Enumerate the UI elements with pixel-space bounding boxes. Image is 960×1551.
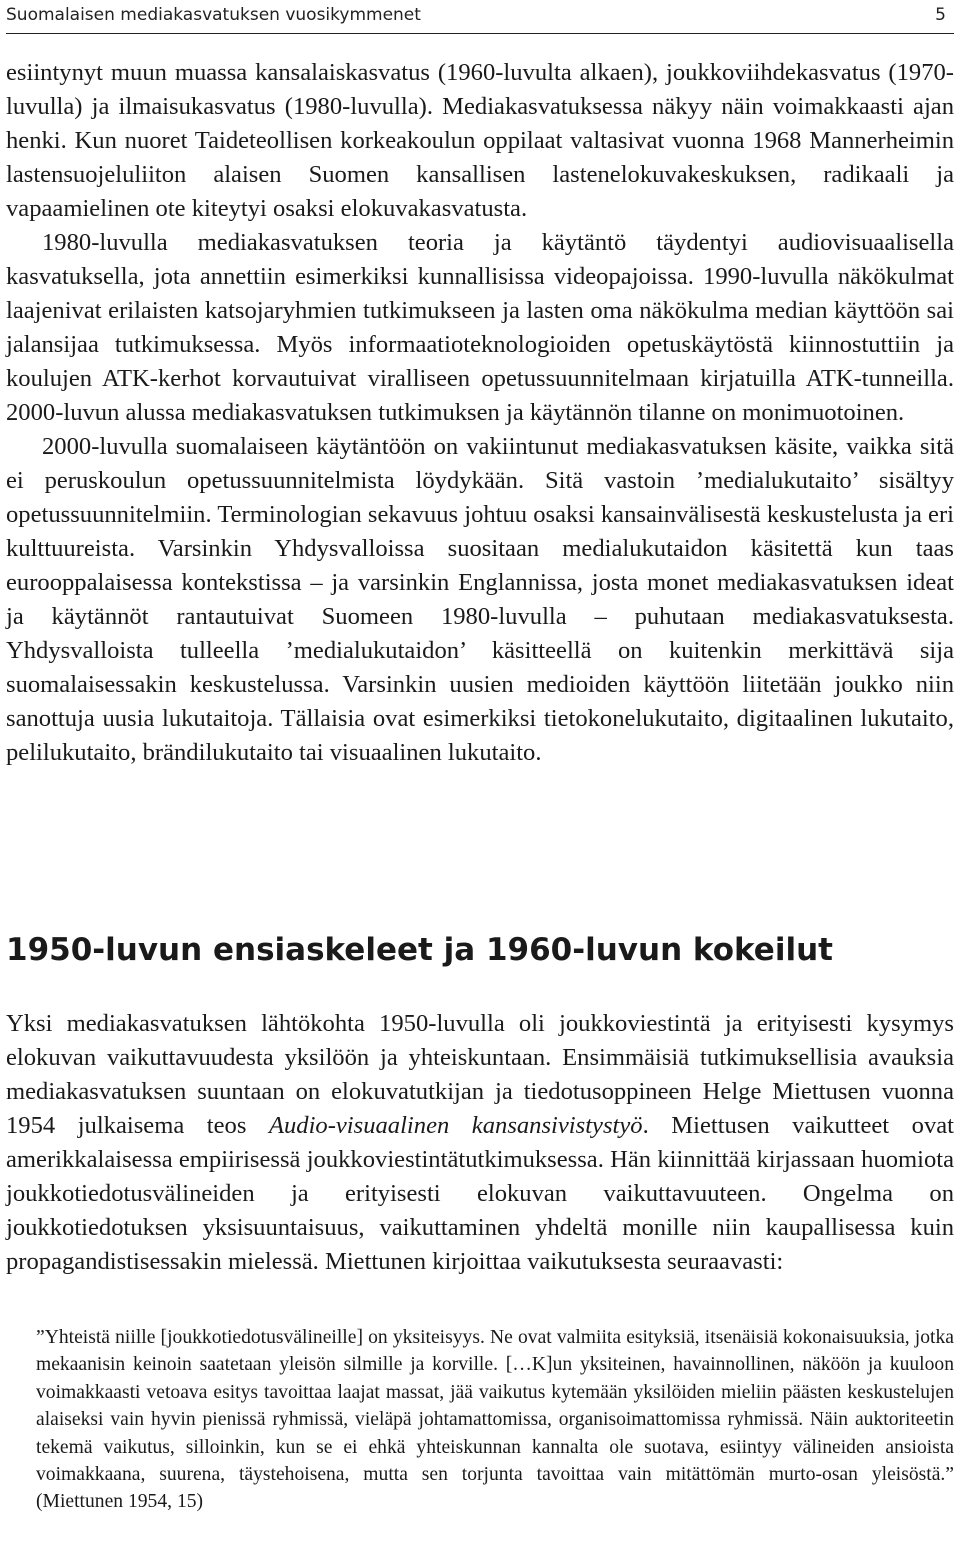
header-rule bbox=[6, 33, 954, 34]
section-2-body bbox=[6, 1007, 954, 1279]
paragraph-4 bbox=[6, 1007, 954, 1279]
block-quote: ”Yhteistä niille [joukkotiedotusvälineille] on yksiteisyys. Ne ovat valmiita esityksiä, itsenäisiä kokonaisuuksia, jotka mekaanisin keinoin saatetaan yleisön silmille ja korville. […K]un yksiteinen, havainnollinen, näköön ja kuuloon voimakkaasti vetoava esitys tavoittaa laajat massat, jää vaikutus kytemään yksilöiden mieliin päästen keskustelujen alaiseksi vain hyvin pienissä ryhmissä, vieläpä johtamattomissa, organisoimattomissa ryhmissä. Näin auktoriteetin tekemä vaikutus, silloinkin, kun se ei ehkä yhteiskunnan kannalta ole suotava, esiintyy välineiden ansioista voimakkaana, suurena, täystehoisena, mutta sen torjunta tavoittaa vain mitättömän murto-osan yleisöstä.” (Miettunen 1954, 15) bbox=[36, 1327, 954, 1513]
section-1-body bbox=[6, 56, 954, 770]
book-title: Audio-visuaalinen kansansivistystyö bbox=[268, 1112, 643, 1139]
paragraph-2: 1980-luvulla mediakasvatuksen teoria ja käytäntö täydentyi audiovisuaalisella kasvatuksella, jota annettiin esimerkiksi kunnallisissa videopajoissa. 1990-luvulla näkökulmat laajenivat erilaisten katsojaryhmien tutkimukseen ja lasten oma näkökulma median käyttöön sai jalansijaa tutkimuksessa. Myös informaatioteknologioiden opetuskäytöstä kiinnostuttiin ja koulujen ATK-kerhot korvautuivat viralliseen opetussuunnitelmaan kirjatuilla ATK-tunneilla. 2000-luvun alussa mediakasvatuksen tutkimuksen ja käytännön tilanne on monimuotoinen. bbox=[6, 229, 954, 426]
running-header bbox=[6, 0, 946, 30]
paragraph-1: esiintynyt muun muassa kansalaiskasvatus (1960-luvulta alkaen), joukkoviihdekasvatus (1970-luvulla) ja ilmaisukasvatus (1980-luvulla). Mediakasvatuksessa näkyy näin voimakkaasti ajan henki. Kun nuoret Taideteollisen korkeakoulun oppilaat valtasivat vuonna 1968 Mannerheimin lastensuojeluliiton alaisen Suomen kansallisen lastenelokuvakeskuksen, radikaali ja vapaamielinen ote kiteytyi osaksi elokuvakasvatusta. bbox=[6, 59, 954, 222]
paragraph-4-text-before: Yksi mediakasvatuksen lähtökohta 1950-luvulla oli joukkoviestintä ja erityisesti kysymys elokuvan vaikuttavuudesta yksilöön ja yhteiskuntaan. Ensimmäisiä tutkimuksellisia avauksia mediakasvatuksen suuntaan on elokuvatutkijan ja tiedotusoppineen Helge Miettusen vuonna 1954 julkaisema teos bbox=[6, 1010, 954, 1139]
section-heading: 1950-luvun ensiaskeleet ja 1960-luvun kokeilut bbox=[6, 932, 833, 968]
page-number: 5 bbox=[935, 5, 946, 25]
paragraph-3: 2000-luvulla suomalaiseen käytäntöön on vakiintunut mediakasvatuksen käsite, vaikka sitä ei peruskoulun opetussuunnitelmista löydykään. Sitä vastoin ’medialukutaito’ sisältyy opetussuunnitelmiin. Terminologian sekavuus johtuu osaksi kansainvälisestä keskustelusta ja eri kulttuureista. Varsinkin Yhdysvalloissa suositaan medialukutaidon käsitettä kun taas eurooppalaisessa kontekstissa – ja varsinkin Englannissa, josta monet mediakasvatuksen ideat ja käytännöt rantautuivat Suomeen 1980-luvulla – puhutaan mediakasvatuksesta. Yhdysvalloista tulleella ’medialukutaidon’ käsitteellä on kuitenkin merkittävä sija suomalaisessakin keskustelussa. Varsinkin uusien medioiden käyttöön liitetään joukko niin sanottuja uusia lukutaitoja. Tällaisia ovat esimerkiksi tietokonelukutaito, digitaalinen lukutaito, pelilukutaito, brändilukutaito tai visuaalinen lukutaito. bbox=[6, 433, 954, 766]
running-header-title: Suomalaisen mediakasvatuksen vuosikymmenet bbox=[6, 5, 421, 25]
paragraph-4-text-after: . Miettusen vaikutteet ovat amerikkalaisessa empiirisessä joukkoviestintätutkimuksessa. Hän kiinnittää kirjassaan huomiota joukkotiedotusvälineiden ja erityisesti elokuvan vaikuttavuuteen. Ongelma on joukkotiedotuksen yksisuuntaisuus, vaikuttaminen yhdeltä monille niin kaupallisessa kuin propagandistisessakin mielessä. Miettunen kirjoittaa vaikutuksesta seuraavasti: bbox=[6, 1112, 954, 1275]
